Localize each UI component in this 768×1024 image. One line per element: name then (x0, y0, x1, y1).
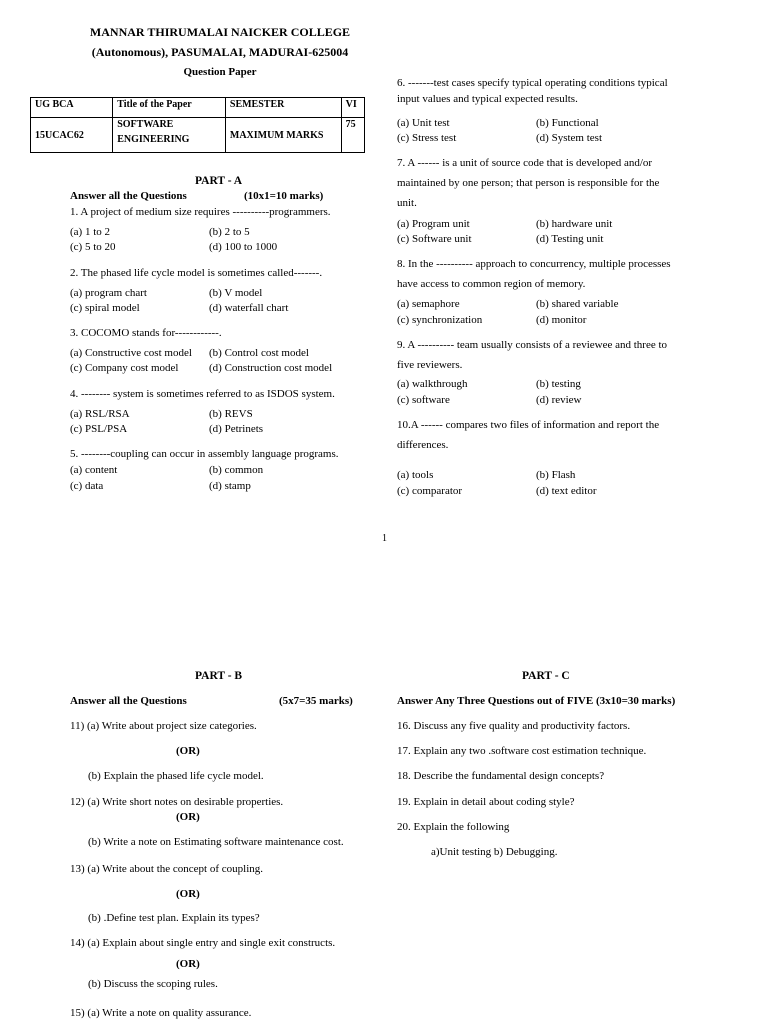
option: (b) Functional (536, 117, 599, 129)
question-text: 15) (a) Write a note on quality assurance. (70, 1007, 252, 1019)
or-label: (OR) (176, 811, 200, 823)
table-cell: UG BCA (31, 98, 113, 118)
option: (d) stamp (209, 480, 251, 492)
option: (b) hardware unit (536, 218, 613, 230)
college-address: (Autonomous), PASUMALAI, MADURAI-625004 (91, 45, 349, 59)
question-text: 9. A ---------- team usually consists of a reviewee and three to (397, 339, 668, 351)
option: (b) V model (209, 287, 263, 299)
option: (a) 1 to 2 (70, 226, 111, 238)
option: (b) 2 to 5 (209, 226, 250, 238)
question-text: five reviewers. (397, 359, 463, 371)
question-text: (b) Write a note on Estimating software maintenance cost. (88, 836, 344, 848)
question-text: 13) (a) Write about the concept of coupling. (70, 863, 264, 875)
option: (d) Construction cost model (209, 362, 333, 374)
table-cell: 75 (341, 118, 364, 153)
question-text: have access to common region of memory. (397, 278, 586, 290)
paper-title-line: ENGINEERING (117, 134, 190, 145)
question-text: 5. --------coupling can occur in assembly language programs. (70, 448, 339, 460)
option: (c) spiral model (70, 302, 140, 314)
option: (c) software (397, 394, 450, 406)
or-label: (OR) (176, 888, 200, 900)
option: (c) Company cost model (70, 362, 179, 374)
option: (b) common (209, 464, 264, 476)
part-a-heading: PART - A (195, 175, 243, 187)
question-text: (b) Discuss the scoping rules. (88, 978, 218, 990)
question-text: input values and typical expected results. (397, 93, 578, 105)
question-text: 12) (a) Write short notes on desirable properties. (70, 796, 284, 808)
option: (c) 5 to 20 (70, 241, 116, 253)
option: (d) Testing unit (536, 233, 604, 245)
option: (a) Program unit (397, 218, 470, 230)
option: (b) Flash (536, 469, 576, 481)
option: (d) System test (536, 132, 602, 144)
page-number: 1 (382, 533, 387, 544)
option: (a) Constructive cost model (70, 347, 192, 359)
college-name: MANNAR THIRUMALAI NAICKER COLLEGE (89, 25, 351, 39)
document-title: Question Paper (183, 66, 257, 78)
table-cell: 15UCAC62 (31, 118, 113, 153)
question-text: 16. Discuss any five quality and productivity factors. (397, 720, 631, 732)
option: (a) semaphore (397, 298, 460, 310)
question-subtext: a)Unit testing b) Debugging. (431, 846, 558, 858)
option: (d) waterfall chart (209, 302, 289, 314)
question-text: 19. Explain in detail about coding style? (397, 796, 575, 808)
option: (d) 100 to 1000 (209, 241, 278, 253)
option: (d) monitor (536, 314, 587, 326)
option: (c) data (70, 480, 104, 492)
table-row (31, 118, 365, 153)
question-text: 11) (a) Write about project size categories. (70, 720, 257, 732)
option: (d) text editor (536, 485, 597, 497)
table-row (31, 98, 365, 118)
table-cell: Title of the Paper (113, 98, 226, 118)
paper-title-line: SOFTWARE (117, 119, 174, 130)
part-c-instruction: Answer Any Three Questions out of FIVE (3x10=30 marks) (397, 695, 676, 707)
table-cell: VI (341, 98, 364, 118)
option: (b) Control cost model (209, 347, 309, 359)
option: (c) Software unit (397, 233, 472, 245)
paper-info-table (30, 97, 365, 153)
question-text: 6. -------test cases specify typical operating conditions typical (397, 77, 668, 89)
option: (c) Stress test (397, 132, 457, 144)
question-text: 20. Explain the following (397, 821, 510, 833)
option: (a) walkthrough (397, 378, 468, 390)
part-b-heading: PART - B (195, 670, 243, 682)
question-text: 17. Explain any two .software cost estimation technique. (397, 745, 647, 757)
option: (a) content (70, 464, 118, 476)
question-text: differences. (397, 439, 449, 451)
option: (a) tools (397, 469, 434, 481)
table-cell: MAXIMUM MARKS (225, 118, 341, 153)
part-a-marks: (10x1=10 marks) (244, 190, 324, 202)
question-text: 18. Describe the fundamental design concepts? (397, 770, 605, 782)
option: (d) review (536, 394, 582, 406)
question-text: 1. A project of medium size requires ----------programmers. (70, 206, 331, 218)
part-c-heading: PART - C (522, 670, 570, 682)
question-text: 3. COCOMO stands for------------. (70, 327, 222, 339)
question-text: maintained by one person; that person is responsible for the (397, 177, 660, 189)
option: (b) shared variable (536, 298, 619, 310)
option: (c) comparator (397, 485, 463, 497)
question-text: 2. The phased life cycle model is sometimes called-------. (70, 267, 323, 279)
part-b-instruction: Answer all the Questions (70, 695, 187, 707)
option: (b) testing (536, 378, 581, 390)
question-text: (b) .Define test plan. Explain its types? (88, 912, 260, 924)
option: (d) Petrinets (209, 423, 264, 435)
table-cell (113, 118, 226, 153)
question-text: 8. In the ---------- approach to concurrency, multiple processes (397, 258, 671, 270)
or-label: (OR) (176, 958, 200, 970)
option: (a) RSL/RSA (70, 408, 130, 420)
part-b-marks: (5x7=35 marks) (279, 695, 353, 707)
part-a-instruction: Answer all the Questions (70, 190, 187, 202)
table-cell: SEMESTER (225, 98, 341, 118)
option: (c) synchronization (397, 314, 483, 326)
question-text: 14) (a) Explain about single entry and single exit constructs. (70, 937, 336, 949)
question-text: 4. -------- system is sometimes referred to as ISDOS system. (70, 388, 335, 400)
or-label: (OR) (176, 745, 200, 757)
question-text: 10.A ------ compares two files of information and report the (397, 419, 660, 431)
question-text: (b) Explain the phased life cycle model. (88, 770, 264, 782)
question-text: 7. A ------ is a unit of source code that is developed and/or (397, 157, 653, 169)
option: (a) program chart (70, 287, 147, 299)
option: (c) PSL/PSA (70, 423, 128, 435)
option: (b) REVS (209, 408, 253, 420)
question-text: unit. (397, 197, 417, 209)
option: (a) Unit test (397, 117, 450, 129)
